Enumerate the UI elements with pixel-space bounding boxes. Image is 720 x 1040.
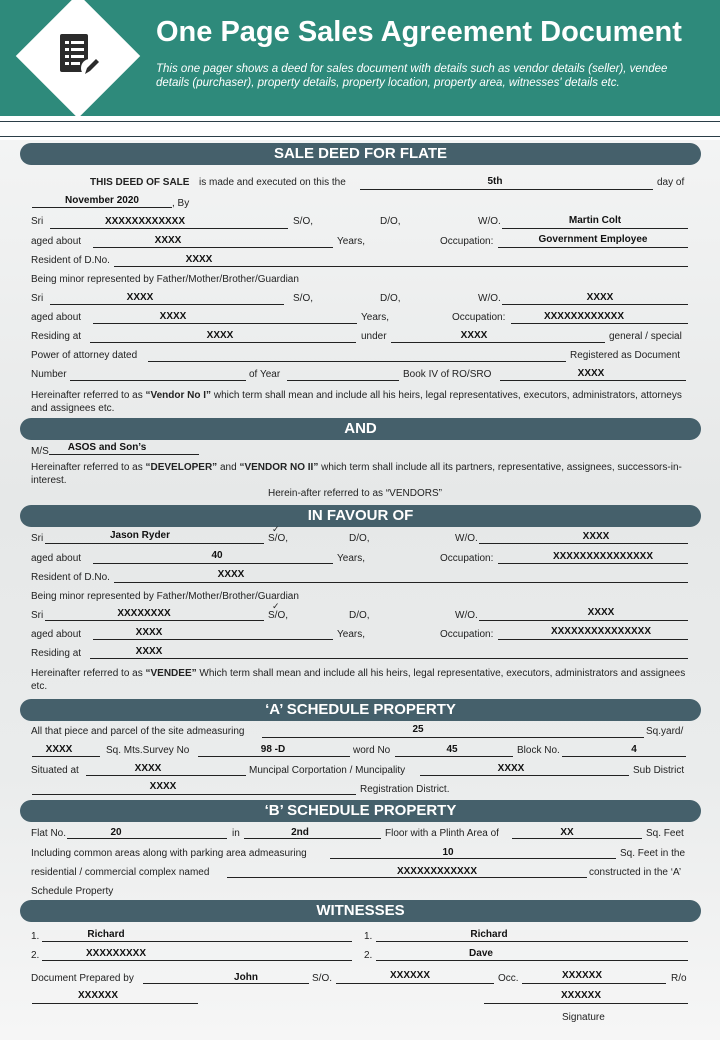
header-rule-2 [0,136,720,137]
book-line [500,380,686,381]
prepared-by: John [234,972,258,983]
sri-line [45,543,264,544]
guardian-occupation: XXXXXXXXXXXX [543,311,625,322]
wo-label: W/O. [455,533,478,544]
registration-value: XXXX [149,781,177,792]
year-line [287,380,399,381]
sqmts-value: XXXX [45,744,73,755]
common-area-value: 10 [442,847,454,858]
sri-line [50,228,288,229]
block-label: Block No. [517,745,560,756]
years-label: Years, [337,553,365,564]
witness-left-1: Richard [87,929,125,940]
poa-label: Power of attorney dated [31,350,138,361]
vendee-name: Jason Ryder [109,530,171,541]
prepared-occ: XXXXXX [561,970,603,981]
word-value: 45 [446,744,458,755]
number-label: Number [31,369,67,380]
guardian-wo: XXXX [586,292,614,303]
number-line [70,380,246,381]
sri-line [45,620,264,621]
vendors-label: Herein-after referred to as “VENDORS” [268,488,442,499]
general-special-label: general / special [609,331,682,342]
sqmts-label: Sq. Mts.Survey No [106,745,190,756]
vendee-dno: XXXX [217,569,245,580]
floor-value: 2nd [291,827,309,838]
subdistrict-label: Sub District [633,765,685,776]
resident-line [114,582,688,583]
complex-value: XXXXXXXXXXXX [396,866,478,877]
guardian-name: XXXX [126,292,154,303]
sqfeet-in-label: Sq. Feet in the [620,848,686,859]
so-line [336,983,494,984]
month-year-value: November 2020 [65,195,139,206]
vendee-residing: XXXX [135,646,163,657]
page-subtitle: This one pager shows a deed for sales document with details such as vendor details (seller), vendee details (purchaser), property details, property location, property area, witnesses' details etc. [156,63,668,89]
under-line [391,342,605,343]
occupation-label: Occupation: [440,236,494,247]
aged-label: aged about [31,312,82,323]
witness-line [376,960,688,961]
resident-label: Resident of D.No. [31,255,110,266]
occ-line [522,983,666,984]
plinth-label: Floor with a Plinth Area of [385,828,499,839]
sri-line [50,304,284,305]
month-line [32,207,172,208]
book-label: Book IV of RO/SRO [403,369,492,380]
vendee-guardian-age: XXXX [135,627,163,638]
wo-line [502,228,688,229]
sri-label: Sri [31,533,44,544]
occupation-line [498,563,688,564]
witness-left-2: XXXXXXXXX [85,948,147,959]
residing-value: XXXX [206,330,234,341]
document-edit-icon [52,30,104,82]
page-title: One Page Sales Agreement Document [156,16,682,48]
by-label: , By [172,198,190,209]
signature-line [484,1003,688,1004]
ms-label: M/S [31,446,49,457]
sri-label: Sri [31,216,44,227]
aged-line [93,247,333,248]
so-label: S/O, [268,533,289,544]
wo-line [479,543,688,544]
developer-paragraph [31,461,691,487]
book-value: XXXX [577,368,605,379]
witness-right-1-num: 1. [364,931,373,942]
municipality-line [420,775,629,776]
section-b-schedule: ‘B’ SCHEDULE PROPERTY [20,800,701,822]
registration-line [32,794,356,795]
witness-left-1-num: 1. [31,931,40,942]
residing-line [90,658,688,659]
under-label: under [361,331,387,342]
vendor-name: XXXXXXXXXXXX [104,216,186,227]
situated-label: Situated at [31,765,79,776]
vendor-dno: XXXX [185,254,213,265]
minor-label: Being minor represented by Father/Mother/Brother/Guardian [31,274,299,285]
area-line [262,737,644,738]
minor-label: Being minor represented by Father/Mother/Brother/Guardian [31,591,299,602]
sqmts-line [32,756,100,757]
wo-label: W/O. [455,610,478,621]
aged-label: aged about [31,553,82,564]
do-label: D/O, [380,293,401,304]
section-in-favour: IN FAVOUR OF [20,505,701,527]
aged-label: aged about [31,629,82,640]
day-value: 5th [487,176,503,187]
header-banner [0,0,720,116]
wo-label: W/O. [478,216,501,227]
block-value: 4 [631,744,637,755]
section-and: AND [20,418,701,440]
sqfeet-label: Sq. Feet [646,828,684,839]
vendee-guardian-name: XXXXXXXX [117,608,171,619]
block-line [562,756,686,757]
section-a-schedule: ‘A’ SCHEDULE PROPERTY [20,699,701,721]
occ-label: Occ. [498,973,519,984]
so-label: S/O, [293,293,314,304]
sri-label: Sri [31,610,44,621]
aged-line [93,563,333,564]
ro-line [32,1003,198,1004]
check-icon: ✓ [272,524,280,534]
registered-label: Registered as Document [570,350,681,361]
do-label: D/O, [380,216,401,227]
witness-line [376,941,688,942]
witness-right-2-num: 2. [364,950,373,961]
para-text: which term shall include all its partners, representative, assignees, successors-in-interest. [31,462,682,486]
piece-label: All that piece and parcel of the site admeasuring [31,726,245,737]
guardian-age: XXXX [159,311,187,322]
vendee-guardian-wo: XXXX [587,607,615,618]
vendee-age: 40 [211,550,223,561]
aged-label: aged about [31,236,82,247]
regdist-label: Registration District. [360,784,450,795]
vendee-paragraph [31,667,691,693]
schedule-property-label: Schedule Property [31,886,114,897]
occupation-line [511,323,688,324]
section-witnesses: WITNESSES [20,900,701,922]
municipality-value: XXXX [497,763,525,774]
poa-line [148,361,566,362]
day-of-label: day of [657,177,685,188]
situated-line [86,775,246,776]
years-label: Years, [361,312,389,323]
ms-line [49,454,199,455]
vendor-occupation: Government Employee [538,234,648,245]
in-label: in [232,828,240,839]
header-rule-1 [0,121,720,122]
resident-line [114,266,688,267]
para-text: Hereinafter referred to as [31,390,146,401]
para-text: Hereinafter referred to as [31,462,146,473]
day-line [360,189,653,190]
flat-value: 20 [110,827,122,838]
site-area: 25 [412,724,424,735]
years-label: Years, [337,236,365,247]
ro-label: R/o [671,973,687,984]
occupation-line [498,639,688,640]
vendor-one-term: “Vendor No I” [145,390,212,401]
situated-value: XXXX [134,763,162,774]
plinth-value: XX [560,827,574,838]
vendee-guardian-occupation: XXXXXXXXXXXXXXX [550,626,652,637]
witness-line [42,941,352,942]
so-label: S/O, [293,216,314,227]
section-sale-deed: SALE DEED FOR FLATE [20,143,701,165]
prepared-extra: XXXXXX [77,990,119,1001]
occupation-label: Occupation: [440,553,494,564]
resident-label: Resident of D.No. [31,572,110,583]
vendor-wo: Martin Colt [568,215,622,226]
vendee-term: “VENDEE” [145,668,197,679]
survey-line [198,756,350,757]
including-label: Including common areas along with parking area admeasuring [31,848,307,859]
do-label: D/O, [349,533,370,544]
para-text: Which term shall mean and include all his heirs, legal representative, executors, administrators and assignees etc. [31,668,686,692]
witness-line [42,960,352,961]
so-label: S/O. [312,973,333,984]
developer-term: “DEVELOPER” [145,462,218,473]
so-label: S/O, [268,610,289,621]
vendor-one-paragraph [31,389,691,415]
signature-label: Signature [562,1012,605,1023]
witness-left-2-num: 2. [31,950,40,961]
aged-line [93,639,333,640]
sri-label: Sri [31,293,44,304]
under-value: XXXX [460,330,488,341]
vendor-age: XXXX [154,235,182,246]
check-icon: ✓ [272,601,280,611]
word-line [395,756,513,757]
residing-line [90,342,356,343]
vendor-two-term: “VENDOR NO II” [239,462,319,473]
developer-name: ASOS and Son’s [67,442,147,453]
signature-value: XXXXXX [560,990,602,1001]
word-label: word No [353,745,391,756]
occupation-line [498,247,688,248]
deed-label: is made and executed on this the [199,177,346,188]
wo-line [479,620,688,621]
occupation-label: Occupation: [440,629,494,640]
years-label: Years, [337,629,365,640]
do-label: D/O, [349,610,370,621]
aged-line [93,323,357,324]
para-text: and [217,462,240,473]
para-text: which term shall mean and include all his heirs, legal representatives, executors, administrators, attorneys and assignees etc. [31,390,682,414]
occupation-label: Occupation: [452,312,506,323]
deed-bold-label: THIS DEED OF SALE [90,177,190,188]
muncipal-label: Muncipal Corportation / Muncipality [249,765,406,776]
sqyard-label: Sq.yard/ [646,726,684,737]
vendee-occupation: XXXXXXXXXXXXXXX [552,551,654,562]
constructed-label: constructed in the ‘A’ [589,867,682,878]
wo-label: W/O. [478,293,501,304]
witness-right-1: Richard [470,929,508,940]
prepared-label: Document Prepared by [31,973,134,984]
witness-right-2: Dave [469,948,493,959]
survey-value: 98 -D [260,744,286,755]
residential-label: residential / commercial complex named [31,867,210,878]
flat-label: Flat No. [31,828,67,839]
residing-label: Residing at [31,331,82,342]
vendee-wo: XXXX [582,531,610,542]
prepared-so: XXXXXX [389,970,431,981]
residing-label: Residing at [31,648,82,659]
para-text: Hereinafter referred to as [31,668,146,679]
of-year-label: of Year [249,369,281,380]
wo-line [502,304,688,305]
